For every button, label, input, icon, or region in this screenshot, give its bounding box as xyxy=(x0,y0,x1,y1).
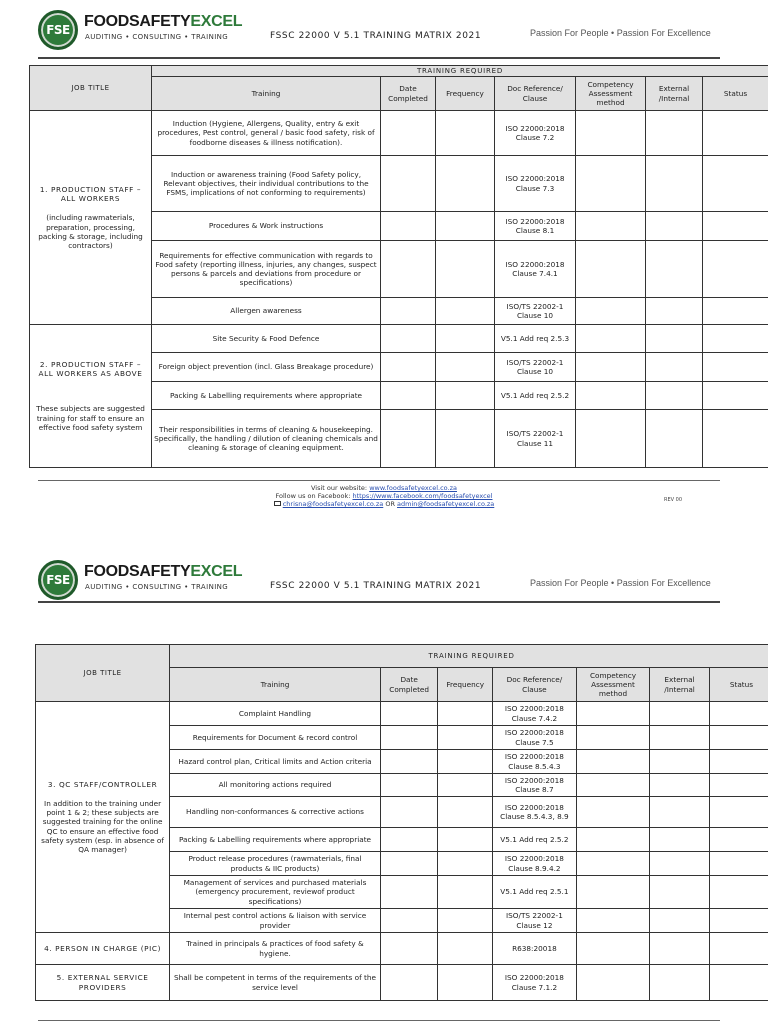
training-matrix-table-2 xyxy=(35,644,768,1001)
job-title-text: 1. PRODUCTION STAFF – ALL WORKERS xyxy=(39,185,142,204)
doc-reference-cell: ISO 22000:2018 Clause 7.4.1 xyxy=(495,241,576,298)
date-completed-cell[interactable] xyxy=(380,774,438,797)
date-completed-cell[interactable] xyxy=(380,933,438,965)
training-matrix-table xyxy=(29,65,768,468)
competency-cell[interactable] xyxy=(576,933,649,965)
external-internal-cell[interactable] xyxy=(650,702,710,726)
external-internal-cell[interactable] xyxy=(646,111,703,156)
training-cell: Trained in principals & practices of food safety & hygiene. xyxy=(170,933,381,965)
job-title-text: 3. QC STAFF/CONTROLLER xyxy=(47,780,158,790)
competency-cell[interactable] xyxy=(576,353,646,382)
frequency-cell[interactable] xyxy=(438,750,493,774)
brand-name xyxy=(84,563,242,581)
envelope-icon xyxy=(274,501,281,506)
date-completed-cell[interactable] xyxy=(380,750,438,774)
header-divider-2 xyxy=(38,601,720,603)
training-cell: Shall be competent in terms of the requirements of the service level xyxy=(170,965,381,1001)
column-header-competency: Competency Assessment method xyxy=(576,77,646,111)
external-internal-cell[interactable] xyxy=(650,774,710,797)
brand-name-b: EXCEL xyxy=(190,13,243,30)
page-footer xyxy=(0,480,768,520)
competency-cell[interactable] xyxy=(576,797,649,828)
column-header-doc-reference: Doc Reference/ Clause xyxy=(492,668,576,702)
status-cell[interactable] xyxy=(703,111,768,156)
training-cell: Allergen awareness xyxy=(152,298,381,325)
date-completed-cell[interactable] xyxy=(381,241,436,298)
training-cell: Foreign object prevention (incl. Glass Breakage procedure) xyxy=(152,353,381,382)
training-cell: Complaint Handling xyxy=(170,702,381,726)
date-completed-cell[interactable] xyxy=(380,797,438,828)
training-cell: Induction (Hygiene, Allergens, Quality, entry & exit procedures, Pest control, general / basic food safety, risk of foodborne diseases & illness notification). xyxy=(152,111,381,156)
facebook-label: Follow us on Facebook: xyxy=(275,492,353,500)
date-completed-cell[interactable] xyxy=(380,876,438,909)
training-cell: Product release procedures (rawmaterials, final products & IIC products) xyxy=(170,852,381,876)
slogan-2: Passion For People • Passion For Excellence xyxy=(530,578,711,588)
external-internal-cell[interactable] xyxy=(650,876,710,909)
column-header-training: Training xyxy=(170,668,381,702)
doc-reference-cell: ISO 22000:2018 Clause 7.3 xyxy=(495,156,576,212)
competency-cell[interactable] xyxy=(576,111,646,156)
external-internal-cell[interactable] xyxy=(650,965,710,1001)
doc-reference-cell: ISO 22000:2018 Clause 7.4.2 xyxy=(492,702,576,726)
competency-cell[interactable] xyxy=(576,774,649,797)
website-label: Visit our website: xyxy=(310,484,370,492)
status-cell[interactable] xyxy=(709,828,768,852)
status-cell[interactable] xyxy=(709,774,768,797)
external-internal-cell[interactable] xyxy=(650,909,710,933)
fse-logo xyxy=(38,10,243,50)
frequency-cell[interactable] xyxy=(436,212,495,241)
status-cell[interactable] xyxy=(703,156,768,212)
slogan: Passion For People • Passion For Excellence xyxy=(530,28,711,38)
external-internal-cell[interactable] xyxy=(650,828,710,852)
status-cell[interactable] xyxy=(703,410,768,468)
doc-reference-cell: ISO 22000:2018 Clause 7.5 xyxy=(492,726,576,750)
facebook-link[interactable]: https://www.facebook.com/foodsafetyexcel xyxy=(352,492,493,500)
frequency-cell[interactable] xyxy=(436,111,495,156)
frequency-cell[interactable] xyxy=(436,410,495,468)
column-header-doc-reference: Doc Reference/ Clause xyxy=(495,77,576,111)
doc-reference-cell: ISO/TS 22002-1 Clause 12 xyxy=(492,909,576,933)
column-header-frequency: Frequency xyxy=(436,77,495,111)
date-completed-cell[interactable] xyxy=(380,726,438,750)
external-internal-cell[interactable] xyxy=(646,382,703,410)
competency-cell[interactable] xyxy=(576,965,649,1001)
table-row xyxy=(36,965,768,1001)
doc-reference-cell: V5.1 Add req 2.5.2 xyxy=(495,382,576,410)
frequency-cell[interactable] xyxy=(438,774,493,797)
external-internal-cell[interactable] xyxy=(646,212,703,241)
brand-name xyxy=(84,13,242,31)
status-cell[interactable] xyxy=(709,852,768,876)
job-title-text: 5. EXTERNAL SERVICE PROVIDERS xyxy=(56,973,149,992)
date-completed-cell[interactable] xyxy=(381,298,436,325)
job-title-text: 4. PERSON IN CHARGE (PIC) xyxy=(44,943,162,953)
training-cell: All monitoring actions required xyxy=(170,774,381,797)
footer-website-line xyxy=(0,484,768,492)
table-row xyxy=(30,325,768,353)
external-internal-cell[interactable] xyxy=(650,933,710,965)
document-title-2: FSSC 22000 V 5.1 TRAINING MATRIX 2021 xyxy=(270,581,482,591)
frequency-cell[interactable] xyxy=(436,298,495,325)
date-completed-cell[interactable] xyxy=(381,353,436,382)
frequency-cell[interactable] xyxy=(438,702,493,726)
training-cell: Procedures & Work instructions xyxy=(152,212,381,241)
training-cell: Hazard control plan, Critical limits and Action criteria xyxy=(170,750,381,774)
date-completed-cell[interactable] xyxy=(381,382,436,410)
email-link-2[interactable]: admin@foodsafetyexcel.co.za xyxy=(397,500,495,508)
column-header-training: Training xyxy=(152,77,381,111)
column-header-status: Status xyxy=(709,668,768,702)
doc-reference-cell: ISO 22000:2018 Clause 8.9.4.2 xyxy=(492,852,576,876)
frequency-cell[interactable] xyxy=(438,797,493,828)
date-completed-cell[interactable] xyxy=(381,156,436,212)
job-note-text: (including rawmaterials, preparation, processing, packing & storage, including contractors) xyxy=(38,213,143,250)
training-required-header: TRAINING REQUIRED xyxy=(170,645,768,668)
job-note-text: These subjects are suggested training for staff to ensure an effective food safety system xyxy=(36,404,145,432)
external-internal-cell[interactable] xyxy=(646,241,703,298)
date-completed-cell[interactable] xyxy=(381,212,436,241)
brand-name-a: FOODSAFETY xyxy=(84,13,191,30)
status-cell[interactable] xyxy=(709,726,768,750)
training-cell: Packing & Labelling requirements where appropriate xyxy=(152,382,381,410)
status-cell[interactable] xyxy=(703,212,768,241)
website-link[interactable]: www.foodsafetyexcel.co.za xyxy=(369,484,457,492)
job-title-cell xyxy=(36,965,170,1001)
table-row xyxy=(36,933,768,965)
status-cell[interactable] xyxy=(709,702,768,726)
date-completed-cell[interactable] xyxy=(380,828,438,852)
page-header-2 xyxy=(0,550,768,610)
column-header-external: External /Internal xyxy=(650,668,710,702)
training-cell: Site Security & Food Defence xyxy=(152,325,381,353)
competency-cell[interactable] xyxy=(576,325,646,353)
doc-reference-cell: ISO 22000:2018 Clause 8.1 xyxy=(495,212,576,241)
training-required-header: TRAINING REQUIRED xyxy=(152,66,768,77)
fse-logo-icon xyxy=(38,560,78,600)
external-internal-cell[interactable] xyxy=(650,750,710,774)
competency-cell[interactable] xyxy=(576,726,649,750)
training-cell: Requirements for Document & record control xyxy=(170,726,381,750)
frequency-cell[interactable] xyxy=(438,726,493,750)
date-completed-cell[interactable] xyxy=(380,852,438,876)
frequency-cell[interactable] xyxy=(436,382,495,410)
job-title-text: 2. PRODUCTION STAFF – ALL WORKERS AS ABOVE xyxy=(38,360,143,379)
competency-cell[interactable] xyxy=(576,876,649,909)
training-cell: Packing & Labelling requirements where appropriate xyxy=(170,828,381,852)
date-completed-cell[interactable] xyxy=(380,965,438,1001)
competency-cell[interactable] xyxy=(576,702,649,726)
frequency-cell[interactable] xyxy=(438,909,493,933)
doc-reference-cell: V5.1 Add req 2.5.1 xyxy=(492,876,576,909)
job-title-header: JOB TITLE xyxy=(36,645,170,702)
column-header-competency: Competency Assessment method xyxy=(576,668,649,702)
frequency-cell[interactable] xyxy=(436,353,495,382)
status-cell[interactable] xyxy=(703,382,768,410)
frequency-cell[interactable] xyxy=(438,876,493,909)
external-internal-cell[interactable] xyxy=(646,298,703,325)
job-title-cell xyxy=(30,325,152,468)
date-completed-cell[interactable] xyxy=(381,111,436,156)
doc-reference-cell: ISO/TS 22002-1 Clause 11 xyxy=(495,410,576,468)
table-row xyxy=(30,111,768,156)
status-cell[interactable] xyxy=(709,797,768,828)
frequency-cell[interactable] xyxy=(438,965,493,1001)
logo-mark: FSE xyxy=(46,23,70,37)
date-completed-cell[interactable] xyxy=(380,702,438,726)
competency-cell[interactable] xyxy=(576,156,646,212)
frequency-cell[interactable] xyxy=(438,852,493,876)
document-title: FSSC 22000 V 5.1 TRAINING MATRIX 2021 xyxy=(270,31,482,41)
training-cell: Internal pest control actions & liaison with service provider xyxy=(170,909,381,933)
doc-reference-cell: ISO 22000:2018 Clause 8.7 xyxy=(492,774,576,797)
document-page-2 xyxy=(0,550,768,1024)
doc-reference-cell: ISO 22000:2018 Clause 7.1.2 xyxy=(492,965,576,1001)
training-cell: Handling non-conformances & corrective actions xyxy=(170,797,381,828)
fse-logo-2 xyxy=(38,560,243,600)
training-cell: Requirements for effective communication with regards to Food safety (reporting illness, injuries, any changes, suspect persons & parcels and deviations from procedure or specifications) xyxy=(152,241,381,298)
column-header-external: External /Internal xyxy=(646,77,703,111)
competency-cell[interactable] xyxy=(576,241,646,298)
footer-facebook-line xyxy=(0,492,768,500)
competency-cell[interactable] xyxy=(576,909,649,933)
job-title-cell xyxy=(30,111,152,325)
external-internal-cell[interactable] xyxy=(646,353,703,382)
competency-cell[interactable] xyxy=(576,212,646,241)
status-cell[interactable] xyxy=(703,298,768,325)
logo-mark: FSE xyxy=(46,573,70,587)
job-title-header: JOB TITLE xyxy=(30,66,152,111)
external-internal-cell[interactable] xyxy=(650,726,710,750)
frequency-cell[interactable] xyxy=(438,828,493,852)
status-cell[interactable] xyxy=(709,909,768,933)
doc-reference-cell: V5.1 Add req 2.5.2 xyxy=(492,828,576,852)
brand-tagline: AUDITING • CONSULTING • TRAINING xyxy=(85,583,229,591)
page-bottom-divider xyxy=(38,1020,720,1021)
status-cell[interactable] xyxy=(709,933,768,965)
brand-name-a: FOODSAFETY xyxy=(84,563,191,580)
status-cell[interactable] xyxy=(709,965,768,1001)
status-cell[interactable] xyxy=(703,353,768,382)
date-completed-cell[interactable] xyxy=(381,325,436,353)
doc-reference-cell: R638:20018 xyxy=(492,933,576,965)
header-row xyxy=(36,645,768,668)
job-title-cell xyxy=(36,702,170,933)
doc-reference-cell: ISO 22000:2018 Clause 7.2 xyxy=(495,111,576,156)
competency-cell[interactable] xyxy=(576,298,646,325)
date-completed-cell[interactable] xyxy=(380,909,438,933)
brand-tagline: AUDITING • CONSULTING • TRAINING xyxy=(85,33,229,41)
frequency-cell[interactable] xyxy=(436,156,495,212)
external-internal-cell[interactable] xyxy=(646,410,703,468)
doc-reference-cell: ISO/TS 22002-1 Clause 10 xyxy=(495,298,576,325)
status-cell[interactable] xyxy=(703,325,768,353)
external-internal-cell[interactable] xyxy=(650,852,710,876)
fse-logo-icon xyxy=(38,10,78,50)
page-header xyxy=(0,0,768,60)
status-cell[interactable] xyxy=(703,241,768,298)
competency-cell[interactable] xyxy=(576,410,646,468)
email-or: OR xyxy=(383,500,398,508)
status-cell[interactable] xyxy=(709,750,768,774)
status-cell[interactable] xyxy=(709,876,768,909)
training-cell: Management of services and purchased materials (emergency procurement, reviewof product specifications) xyxy=(170,876,381,909)
doc-reference-cell: V5.1 Add req 2.5.3 xyxy=(495,325,576,353)
competency-cell[interactable] xyxy=(576,750,649,774)
external-internal-cell[interactable] xyxy=(646,325,703,353)
frequency-cell[interactable] xyxy=(436,241,495,298)
competency-cell[interactable] xyxy=(576,828,649,852)
external-internal-cell[interactable] xyxy=(650,797,710,828)
column-header-frequency: Frequency xyxy=(438,668,493,702)
doc-reference-cell: ISO/TS 22002-1 Clause 10 xyxy=(495,353,576,382)
footer-email-line xyxy=(0,500,768,508)
footer-divider xyxy=(38,480,720,481)
competency-cell[interactable] xyxy=(576,852,649,876)
frequency-cell[interactable] xyxy=(436,325,495,353)
frequency-cell[interactable] xyxy=(438,933,493,965)
email-link-1[interactable]: chrisna@foodsafetyexcel.co.za xyxy=(282,500,384,508)
training-cell: Induction or awareness training (Food Safety policy, Relevant objectives, their individual contributions to the FSMS, implications of not conforming to requirements) xyxy=(152,156,381,212)
revision-label: REV 00 xyxy=(664,497,683,503)
column-header-date-completed: Date Completed xyxy=(381,77,436,111)
date-completed-cell[interactable] xyxy=(381,410,436,468)
header-row xyxy=(30,66,768,77)
job-note-text: In addition to the training under point 1 & 2; these subjects are suggested training for the online QC to ensure an effective food safety system (esp. in absence of QA manager) xyxy=(41,799,164,854)
brand-name-b: EXCEL xyxy=(190,563,243,580)
doc-reference-cell: ISO 22000:2018 Clause 8.5.4.3, 8.9 xyxy=(492,797,576,828)
column-header-status: Status xyxy=(703,77,768,111)
header-divider xyxy=(38,57,720,59)
table-row xyxy=(36,702,768,726)
doc-reference-cell: ISO 22000:2018 Clause 8.5.4.3 xyxy=(492,750,576,774)
competency-cell[interactable] xyxy=(576,382,646,410)
job-title-cell xyxy=(36,933,170,965)
column-header-date-completed: Date Completed xyxy=(380,668,438,702)
training-cell: Their responsibilities in terms of cleaning & housekeeping. Specifically, the handling / dilution of cleaning chemicals and cleaning & storage of cleaning equipment. xyxy=(152,410,381,468)
external-internal-cell[interactable] xyxy=(646,156,703,212)
